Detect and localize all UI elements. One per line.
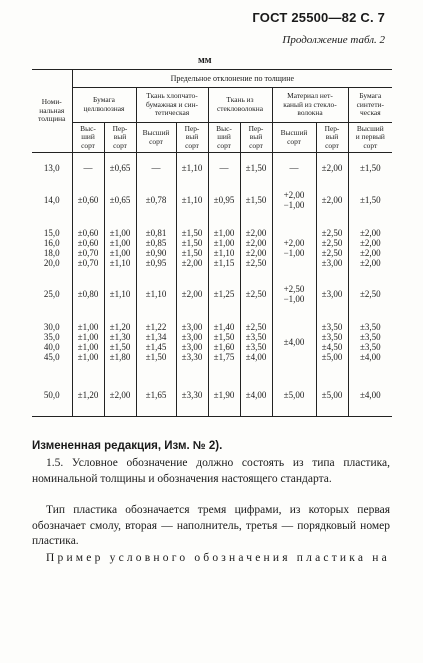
text-line: Пер- xyxy=(324,123,340,133)
paragraph-plastic-type: Тип пластика обозначается тремя цифрами, из которых первая обозначает смолу, вторая — наполнитель, третья — порядковый номер пластика. xyxy=(32,504,390,548)
text-line: ±2,00 xyxy=(181,288,203,299)
table-row xyxy=(32,375,392,417)
text-line: ±1,00 xyxy=(109,247,131,258)
text-line: сорт xyxy=(185,140,199,150)
text-line: сорт xyxy=(325,140,339,150)
text-line: ±2,50 xyxy=(321,227,343,238)
grade-header xyxy=(240,122,272,153)
deviation-cell xyxy=(272,375,316,417)
text-line: ±4,00 xyxy=(245,390,267,401)
text-line: ±3,30 xyxy=(181,390,203,401)
text-line: ±3,50 xyxy=(245,331,267,342)
text-line: тетическая xyxy=(154,108,190,118)
table-continuation-label: Продолжение табл. 2 xyxy=(282,34,385,46)
text-line: ±0,95 xyxy=(213,194,235,205)
text-line: сорт xyxy=(287,136,301,146)
text-line: сорт xyxy=(149,136,163,146)
text-line: ±5,00 xyxy=(283,390,305,401)
text-line: ±1,80 xyxy=(109,351,131,362)
text-line: ±1,34 xyxy=(145,331,167,342)
text-line: стекловолокна xyxy=(216,103,263,113)
text-line: ±2,50 xyxy=(245,257,267,268)
text-line: ±1,20 xyxy=(109,321,131,332)
deviation-cell xyxy=(136,153,176,183)
text-line: ±2,50 xyxy=(321,237,343,248)
text-line: ±0,80 xyxy=(77,288,99,299)
text-line: вый xyxy=(325,132,339,142)
text-line: ±1,50 xyxy=(181,247,203,258)
text-line: 18,0 xyxy=(43,247,60,258)
thickness-cell xyxy=(32,309,72,375)
text-line: ±1,50 xyxy=(359,194,381,205)
text-line: ±2,00 xyxy=(359,247,381,258)
text-line: ±1,60 xyxy=(213,341,235,352)
deviation-cell xyxy=(176,217,208,279)
table-row xyxy=(32,309,392,375)
deviation-cell xyxy=(136,279,176,309)
thickness-cell xyxy=(32,375,72,417)
deviation-cell xyxy=(240,217,272,279)
group-header xyxy=(136,88,208,123)
text-line: ±1,50 xyxy=(245,194,267,205)
text-line: ческая xyxy=(359,108,381,118)
text-line: Пер- xyxy=(248,123,264,133)
deviation-cell xyxy=(104,309,136,375)
text-line: ±1,90 xyxy=(213,390,235,401)
deviation-cell xyxy=(208,217,240,279)
deviation-cell xyxy=(272,279,316,309)
text-line: Материал нет- xyxy=(287,91,333,101)
deviation-cell xyxy=(240,309,272,375)
text-line: ±3,50 xyxy=(359,331,381,342)
text-line: ±5,00 xyxy=(321,390,343,401)
grade-header xyxy=(176,122,208,153)
document-header: ГОСТ 25500—82 С. 7 xyxy=(252,10,385,25)
paragraph-1-5: 1.5. Условное обозначение должно состоять из типа пластика, номинальной толщины и обозначения настоящего стандарта. xyxy=(32,457,390,485)
text-line: ±0,85 xyxy=(145,237,167,248)
text-line: Высший xyxy=(142,127,170,137)
text-line: Выс- xyxy=(80,123,96,133)
text-line: ±1,10 xyxy=(213,247,235,258)
deviation-cell xyxy=(348,279,392,309)
text-line: сорт xyxy=(81,140,95,150)
grade-header xyxy=(136,122,176,153)
text-line: +2,50 xyxy=(283,283,305,294)
deviation-cell xyxy=(272,309,316,375)
text-line: −1,00 xyxy=(283,247,305,258)
text-line: ший xyxy=(217,132,231,142)
text-line: ±3,00 xyxy=(181,341,203,352)
text-line: Выс- xyxy=(216,123,232,133)
text-line: ±1,75 xyxy=(213,351,235,362)
deviation-cell xyxy=(72,279,104,309)
text-line: ±1,00 xyxy=(77,351,99,362)
text-line: ±2,00 xyxy=(181,257,203,268)
text-line: ±1,00 xyxy=(109,227,131,238)
deviation-cell xyxy=(316,183,348,217)
text-line: ±1,10 xyxy=(181,162,203,173)
group-header xyxy=(348,88,392,123)
deviation-cell xyxy=(272,217,316,279)
deviation-cell xyxy=(72,183,104,217)
text-line: 15,0 xyxy=(43,227,60,238)
deviation-cell xyxy=(316,309,348,375)
text-line: — xyxy=(289,162,299,173)
text-line: Пер- xyxy=(184,123,200,133)
text-line: ший xyxy=(81,132,95,142)
text-line: Номи- xyxy=(41,97,62,107)
text-line: ±3,00 xyxy=(321,257,343,268)
text-line: Пер- xyxy=(112,123,128,133)
text-line: ±4,50 xyxy=(321,341,343,352)
grade-header xyxy=(272,122,316,153)
table-row xyxy=(32,153,392,183)
text-line: ±1,50 xyxy=(359,162,381,173)
text-line: 50,0 xyxy=(43,390,60,401)
text-line: ±1,00 xyxy=(109,237,131,248)
text-line: ±2,50 xyxy=(359,288,381,299)
deviation-cell xyxy=(104,279,136,309)
text-line: ±1,00 xyxy=(213,237,235,248)
deviation-cell xyxy=(348,153,392,183)
thickness-cell xyxy=(32,217,72,279)
text-line: 20,0 xyxy=(43,257,60,268)
text-line: ±4,00 xyxy=(245,351,267,362)
text-line: вый xyxy=(249,132,263,142)
table-unit: мм xyxy=(198,55,212,66)
text-line: ±2,50 xyxy=(321,247,343,258)
text-line: ±2,00 xyxy=(359,257,381,268)
text-line: Высший xyxy=(280,127,308,137)
deviation-cell xyxy=(104,183,136,217)
text-line: +2,00 xyxy=(283,237,305,248)
text-line: ±0,60 xyxy=(77,227,99,238)
deviation-cell xyxy=(136,375,176,417)
text-line: ±3,00 xyxy=(181,321,203,332)
text-line: ±1,30 xyxy=(109,331,131,342)
text-line: ±3,50 xyxy=(321,331,343,342)
text-line: ±4,00 xyxy=(359,390,381,401)
text-line: ±1,50 xyxy=(245,162,267,173)
text-line: ±1,10 xyxy=(109,257,131,268)
text-line: ±1,50 xyxy=(181,227,203,238)
thickness-cell xyxy=(32,279,72,309)
deviation-cell xyxy=(316,375,348,417)
deviation-cell xyxy=(104,375,136,417)
group-header xyxy=(208,88,272,123)
table-row xyxy=(32,183,392,217)
deviation-cell xyxy=(208,183,240,217)
deviation-cell xyxy=(72,375,104,417)
text-line: ±2,00 xyxy=(245,227,267,238)
text-line: ±1,00 xyxy=(77,331,99,342)
text-line: ±1,50 xyxy=(181,237,203,248)
text-line: ±3,50 xyxy=(359,321,381,332)
text-line: ±0,81 xyxy=(145,227,167,238)
thickness-cell xyxy=(32,153,72,183)
text-line: ±0,90 xyxy=(145,247,167,258)
text-line: ±0,78 xyxy=(145,194,167,205)
text-line: ±1,00 xyxy=(213,227,235,238)
text-line: ±2,00 xyxy=(321,194,343,205)
text-line: 35,0 xyxy=(43,331,60,342)
text-line: ±0,60 xyxy=(77,194,99,205)
deviation-cell xyxy=(176,279,208,309)
text-line: ±1,50 xyxy=(145,351,167,362)
text-line: ±2,00 xyxy=(359,237,381,248)
grade-header xyxy=(104,122,136,153)
text-line: ±0,70 xyxy=(77,257,99,268)
text-line: ±3,30 xyxy=(181,351,203,362)
deviation-cell xyxy=(136,309,176,375)
deviation-cell xyxy=(72,309,104,375)
text-line: ±2,00 xyxy=(321,162,343,173)
text-line: ±0,60 xyxy=(77,237,99,248)
text-line: Ткань из xyxy=(226,95,254,105)
deviation-cell xyxy=(176,153,208,183)
deviation-cell xyxy=(240,279,272,309)
text-line: 40,0 xyxy=(43,341,60,352)
text-line: −1,00 xyxy=(283,293,305,304)
text-line: 13,0 xyxy=(43,162,60,173)
text-line: ±1,15 xyxy=(213,257,235,268)
text-line: Высший xyxy=(356,123,384,133)
text-line: 14,0 xyxy=(43,194,60,205)
text-line: ±1,65 xyxy=(145,390,167,401)
text-line: каный из стекло- xyxy=(283,99,337,109)
text-line: ±2,00 xyxy=(245,247,267,258)
text-line: ±1,40 xyxy=(213,321,235,332)
text-line: вый xyxy=(113,132,127,142)
table-row xyxy=(32,217,392,279)
deviation-cell xyxy=(136,217,176,279)
text-line: ±0,65 xyxy=(109,194,131,205)
deviation-cell xyxy=(348,183,392,217)
deviation-cell xyxy=(208,309,240,375)
text-line: +2,00 xyxy=(283,189,305,200)
text-line: −1,00 xyxy=(283,199,305,210)
text-line: ±1,25 xyxy=(213,288,235,299)
text-line: ±5,00 xyxy=(321,351,343,362)
text-line: синтети- xyxy=(356,99,384,109)
grade-header xyxy=(208,122,240,153)
text-line: нальная xyxy=(39,105,65,115)
paragraph-example: Пример условного обозначения пластика на xyxy=(46,552,390,564)
text-line: ±1,50 xyxy=(213,331,235,342)
deviation-cell xyxy=(208,375,240,417)
deviation-cell xyxy=(72,217,104,279)
text-line: 30,0 xyxy=(43,321,60,332)
deviation-header: Предельное отклонение по толщине xyxy=(72,70,392,88)
deviation-cell xyxy=(208,153,240,183)
deviation-cell xyxy=(176,375,208,417)
text-line: сорт xyxy=(249,140,263,150)
text-line: вый xyxy=(185,132,199,142)
text-line: ±2,00 xyxy=(245,237,267,248)
text-line: ±0,70 xyxy=(77,247,99,258)
deviation-cell xyxy=(348,309,392,375)
text-line: ±3,00 xyxy=(321,288,343,299)
deviation-cell xyxy=(240,183,272,217)
text-line: ±1,00 xyxy=(77,321,99,332)
text-line: — xyxy=(219,162,229,173)
table-row xyxy=(32,279,392,309)
text-line: ±4,00 xyxy=(359,351,381,362)
text-line: ±1,50 xyxy=(109,341,131,352)
deviation-cell xyxy=(72,153,104,183)
deviation-cell xyxy=(240,153,272,183)
text-line: ±0,65 xyxy=(109,162,131,173)
deviation-cell xyxy=(104,217,136,279)
text-line: ±1,45 xyxy=(145,341,167,352)
text-line: Бумага xyxy=(93,95,115,105)
text-line: ±1,10 xyxy=(109,288,131,299)
text-line: сорт xyxy=(113,140,127,150)
deviation-cell xyxy=(316,153,348,183)
deviation-cell xyxy=(208,279,240,309)
text-line: ±2,50 xyxy=(245,288,267,299)
grade-header xyxy=(316,122,348,153)
deviation-cell xyxy=(136,183,176,217)
text-line: ±3,50 xyxy=(245,341,267,352)
deviation-cell xyxy=(176,309,208,375)
deviation-cell xyxy=(348,375,392,417)
deviation-cell xyxy=(316,217,348,279)
text-line: ±0,95 xyxy=(145,257,167,268)
text-line: — xyxy=(83,162,93,173)
text-line: 16,0 xyxy=(43,237,60,248)
text-line: 25,0 xyxy=(43,288,60,299)
text-line: сорт xyxy=(363,140,378,150)
deviation-cell xyxy=(240,375,272,417)
text-line: ±4,00 xyxy=(283,336,305,347)
text-line: волокна xyxy=(297,108,323,118)
group-header xyxy=(72,88,136,123)
text-line: ±3,50 xyxy=(359,341,381,352)
deviation-cell xyxy=(272,153,316,183)
text-line: ±2,00 xyxy=(359,227,381,238)
thickness-header xyxy=(32,70,72,153)
deviation-cell xyxy=(316,279,348,309)
deviation-cell xyxy=(176,183,208,217)
edition-note: Измененная редакция, Изм. № 2). xyxy=(32,440,223,452)
text-line: целлюлозная xyxy=(83,103,125,113)
text-line: ±3,50 xyxy=(321,321,343,332)
text-line: толщина xyxy=(38,114,66,124)
deviation-cell xyxy=(272,183,316,217)
text-line: ±1,00 xyxy=(77,341,99,352)
text-line: Бумага xyxy=(359,91,382,101)
tolerance-table xyxy=(32,69,392,417)
text-line: сорт xyxy=(217,140,231,150)
deviation-cell xyxy=(104,153,136,183)
text-line: ±1,10 xyxy=(181,194,203,205)
deviation-cell xyxy=(348,217,392,279)
text-line: ±3,00 xyxy=(181,331,203,342)
text-line: ±2,50 xyxy=(245,321,267,332)
text-line: 45,0 xyxy=(43,351,60,362)
thickness-cell xyxy=(32,183,72,217)
text-line: ±1,10 xyxy=(145,288,167,299)
text-line: и первый xyxy=(355,132,385,142)
grade-header xyxy=(72,122,104,153)
text-line: бумажная и син- xyxy=(145,99,199,109)
text-line: — xyxy=(151,162,161,173)
grade-header xyxy=(348,122,392,153)
text-line: ±1,20 xyxy=(77,390,99,401)
text-line: ±1,22 xyxy=(145,321,167,332)
text-line: ±2,00 xyxy=(109,390,131,401)
text-line: Ткань хлопчато- xyxy=(146,91,198,101)
group-header xyxy=(272,88,348,123)
